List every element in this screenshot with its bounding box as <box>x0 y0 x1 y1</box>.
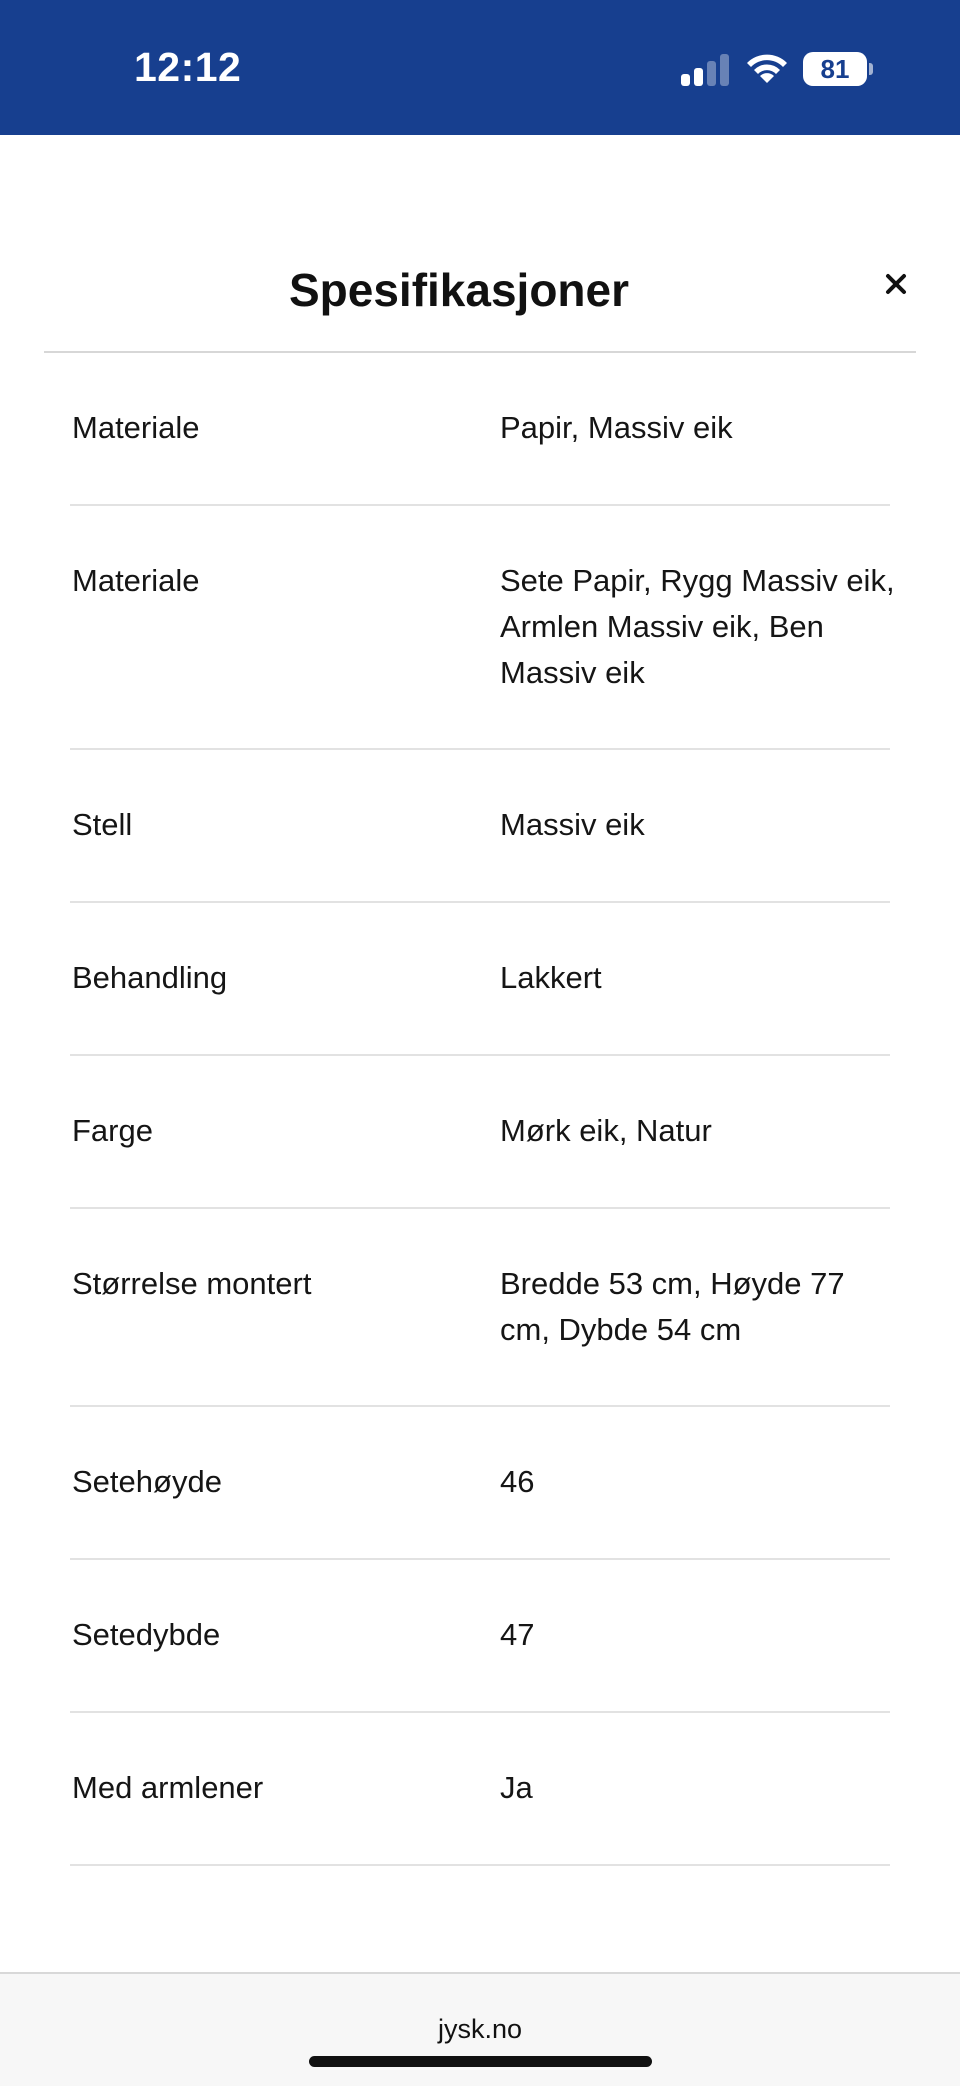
battery-cap <box>869 63 873 75</box>
spec-list <box>70 353 895 1866</box>
spec-label: Med armlener <box>72 1770 264 1805</box>
spec-label: Størrelse montert <box>72 1266 312 1301</box>
spec-row <box>70 1056 890 1209</box>
home-indicator[interactable] <box>309 2056 652 2067</box>
status-bar <box>0 0 960 135</box>
spec-label: Setedybde <box>72 1617 221 1652</box>
battery-icon <box>803 52 867 86</box>
status-time: 12:12 <box>134 44 242 90</box>
spec-value: Lakkert <box>500 960 602 995</box>
spec-label: Behandling <box>72 960 228 995</box>
spec-row <box>70 1713 890 1866</box>
close-icon[interactable] <box>878 266 914 302</box>
spec-label: Farge <box>72 1113 153 1148</box>
spec-row <box>70 1209 890 1407</box>
url-text[interactable]: jysk.no <box>437 2014 523 2044</box>
spec-label: Stell <box>72 807 133 842</box>
spec-label: Setehøyde <box>72 1464 222 1499</box>
cellular-signal-icon <box>681 54 731 86</box>
spec-label: Materiale <box>72 410 200 445</box>
spec-row <box>70 506 895 750</box>
spec-value: Papir, Massiv eik <box>500 410 733 445</box>
battery-level: 81 <box>820 54 850 84</box>
spec-value: Mørk eik, Natur <box>500 1113 712 1148</box>
spec-value: 46 <box>500 1464 535 1499</box>
spec-row <box>70 750 890 903</box>
spec-row <box>70 903 890 1056</box>
spec-row <box>70 1560 890 1713</box>
spec-value: Sete Papir, Rygg Massiv eik, Armlen Massiv eik, Ben Massiv eik <box>500 563 895 690</box>
spec-row <box>70 1407 890 1560</box>
spec-label: Materiale <box>72 563 200 598</box>
spec-value: Ja <box>500 1770 533 1805</box>
sheet-title: Spesifikasjoner <box>288 264 630 316</box>
spec-row <box>70 353 890 506</box>
spec-value: 47 <box>500 1617 535 1652</box>
spec-value: Bredde 53 cm, Høyde 77 cm, Dybde 54 cm <box>500 1266 845 1347</box>
spec-value: Massiv eik <box>500 807 645 842</box>
wifi-icon <box>745 52 789 86</box>
browser-address-bar[interactable] <box>0 1974 960 2086</box>
